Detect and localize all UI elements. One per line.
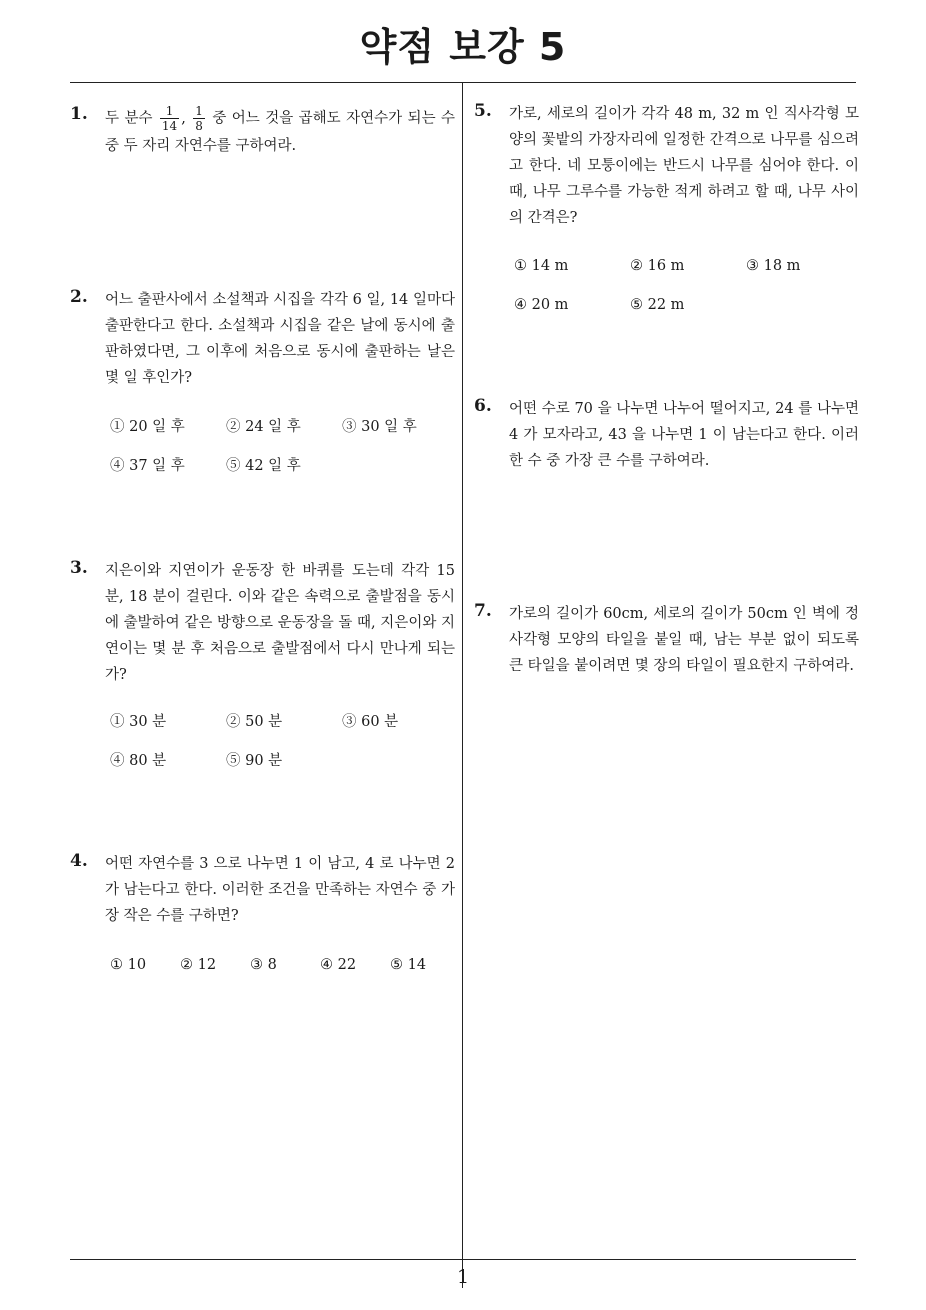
question-text: 어떤 수로 70 을 나누면 나누어 떨어지고, 24 를 나누면 4 가 모자라고, 43 을 나누면 1 이 남는다고 한다. 이러한 수 중 가장 큰 수를 구하여라. — [509, 401, 859, 469]
fraction-denominator: 8 — [195, 119, 203, 133]
question-text: 가로의 길이가 60cm, 세로의 길이가 50cm 인 벽에 정사각형 모양의 타일을 붙일 때, 남는 부분 없이 되도록 큰 타일을 붙이려면 몇 장의 타일이 필요한지 구하여라. — [509, 606, 859, 674]
fraction-1-14 — [160, 104, 179, 133]
choice-2[interactable]: ② 50 분 — [226, 714, 283, 730]
choice-3[interactable]: ③ 8 — [250, 957, 277, 973]
fraction-numerator: 1 — [160, 104, 179, 119]
page-title: 약점 보강 5 — [359, 25, 567, 69]
choice-5[interactable]: ⑤ 42 일 후 — [226, 458, 301, 474]
choice-1[interactable]: ① 10 — [110, 957, 147, 973]
choice-4[interactable]: ④ 37 일 후 — [110, 458, 185, 474]
choice-1[interactable]: ① 14 m — [514, 258, 569, 274]
question-text: 가로, 세로의 길이가 각각 48 m, 32 m 인 직사각형 모양의 꽃밭의 가장자리에 일정한 간격으로 나무를 심으려고 한다. 네 모퉁이에는 반드시 나무를 심어야 한다. 이때, 나무 그루수를 가능한 적게 하려고 할 때, 나무 사이의 간격은? — [509, 106, 859, 226]
fraction-separator: , — [181, 110, 186, 127]
choice-5[interactable]: ⑤ 22 m — [630, 297, 685, 313]
choice-3[interactable]: ③ 30 일 후 — [342, 419, 417, 435]
fraction-1-8 — [193, 104, 205, 133]
question-number: 7. — [474, 601, 492, 621]
question-number: 4. — [70, 851, 88, 871]
fraction-denominator: 14 — [161, 119, 178, 133]
choice-2[interactable]: ② 12 — [180, 957, 217, 973]
bottom-rule — [70, 1259, 856, 1260]
choice-1[interactable]: ① 20 일 후 — [110, 419, 185, 435]
question-number: 1. — [70, 104, 88, 124]
choice-4[interactable]: ④ 80 분 — [110, 753, 167, 769]
choice-5[interactable]: ⑤ 14 — [390, 957, 427, 973]
choice-4[interactable]: ④ 20 m — [514, 297, 569, 313]
question-text: 어떤 자연수를 3 으로 나누면 1 이 남고, 4 로 나누면 2 가 남는다고 한다. 이러한 조건을 만족하는 자연수 중 가장 작은 수를 구하면? — [105, 856, 455, 924]
top-rule — [70, 82, 856, 83]
fraction-numerator: 1 — [195, 104, 203, 118]
choice-3[interactable]: ③ 60 분 — [342, 714, 399, 730]
choice-2[interactable]: ② 24 일 후 — [226, 419, 301, 435]
question-text — [105, 104, 455, 159]
question-text-before: 두 분수 — [105, 110, 153, 127]
choice-2[interactable]: ② 16 m — [630, 258, 685, 274]
question-number: 5. — [474, 101, 492, 121]
choice-5[interactable]: ⑤ 90 분 — [226, 753, 283, 769]
question-number: 3. — [70, 558, 88, 578]
question-text-after: 중 어느 것을 곱해도 자연수가 되는 수 중 두 자리 자연수를 구하여라. — [105, 110, 456, 154]
choice-4[interactable]: ④ 22 — [320, 957, 357, 973]
question-text: 지은이와 지연이가 운동장 한 바퀴를 도는데 각각 15 분, 18 분이 걸린다. 이와 같은 속력으로 출발점을 동시에 출발하여 같은 방향으로 운동장을 돌 때, 지은이와 지연이는 몇 분 후 처음으로 출발점에서 다시 만나게 되는가? — [105, 563, 455, 683]
question-text: 어느 출판사에서 소설책과 시집을 각각 6 일, 14 일마다 출판한다고 한다. 소설책과 시집을 같은 날에 동시에 출판하였다면, 그 이후에 처음으로 동시에 출판하는 날은 몇 일 후인가? — [105, 292, 455, 386]
choice-3[interactable]: ③ 18 m — [746, 258, 801, 274]
page-number: 1 — [456, 1266, 470, 1288]
choice-1[interactable]: ① 30 분 — [110, 714, 167, 730]
question-number: 2. — [70, 287, 88, 307]
question-number: 6. — [474, 396, 492, 416]
column-divider — [462, 82, 463, 1288]
